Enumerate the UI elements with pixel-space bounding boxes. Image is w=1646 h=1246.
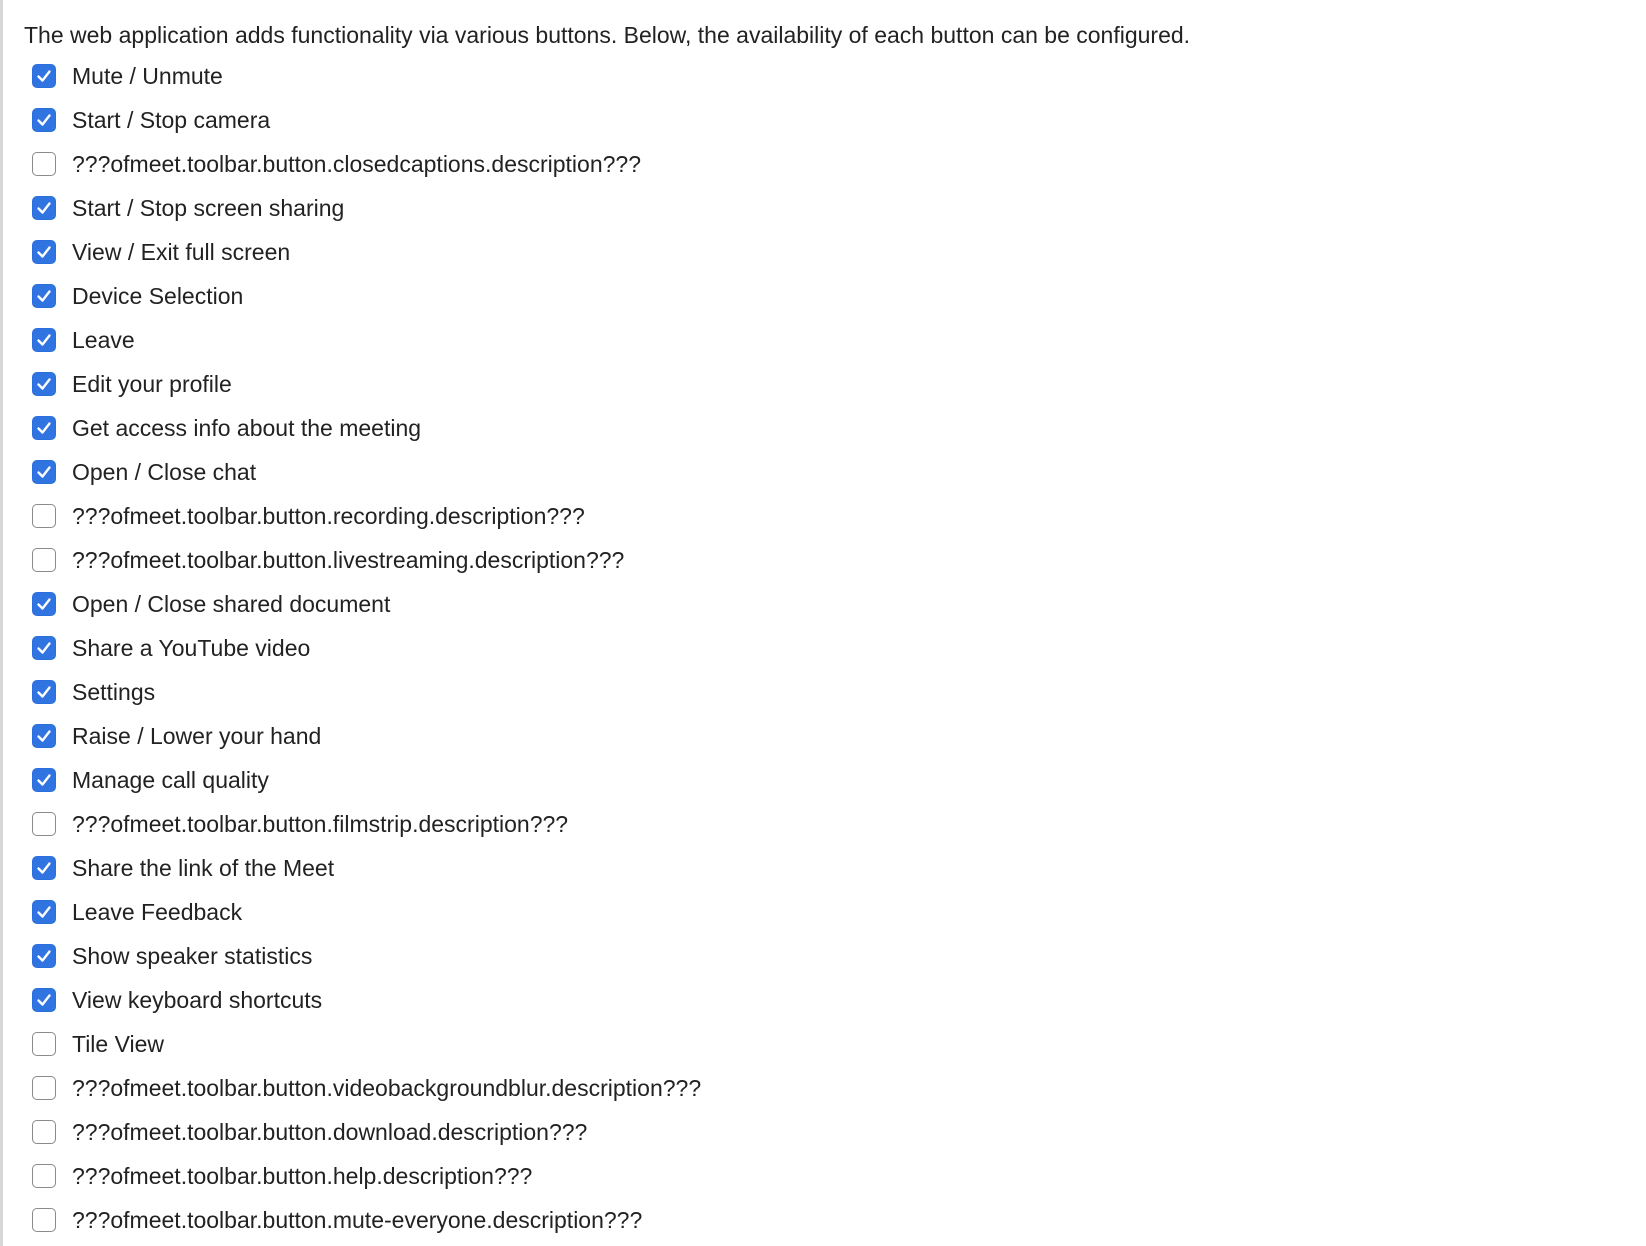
checkmark-icon xyxy=(35,111,53,129)
option-label: Leave xyxy=(72,327,135,353)
option-checkbox-ofmeet-toolbar-button-livestreaming-description[interactable] xyxy=(32,548,56,572)
option-checkbox-start-stop-screen-sharing[interactable] xyxy=(32,196,56,220)
option-row-ofmeet-toolbar-button-download-description[interactable] xyxy=(24,1110,1626,1154)
option-label: ???ofmeet.toolbar.button.videobackgroundblur.description??? xyxy=(72,1075,702,1101)
option-row-ofmeet-toolbar-button-videobackgroundblur-description[interactable] xyxy=(24,1066,1626,1110)
checkmark-icon xyxy=(35,639,53,657)
option-checkbox-ofmeet-toolbar-button-help-description[interactable] xyxy=(32,1164,56,1188)
checkmark-icon xyxy=(35,595,53,613)
option-checkbox-get-access-info-about-the-meeting[interactable] xyxy=(32,416,56,440)
option-row-view-keyboard-shortcuts[interactable] xyxy=(24,978,1626,1022)
option-checkbox-view-exit-full-screen[interactable] xyxy=(32,240,56,264)
checkmark-icon xyxy=(35,859,53,877)
option-row-manage-call-quality[interactable] xyxy=(24,758,1626,802)
option-checkbox-manage-call-quality[interactable] xyxy=(32,768,56,792)
option-checkbox-ofmeet-toolbar-button-videobackgroundblur-description[interactable] xyxy=(32,1076,56,1100)
option-checkbox-view-keyboard-shortcuts[interactable] xyxy=(32,988,56,1012)
option-label: Open / Close shared document xyxy=(72,591,391,617)
option-label: Share a YouTube video xyxy=(72,635,311,661)
option-label: Mute / Unmute xyxy=(72,63,223,89)
option-row-ofmeet-toolbar-button-recording-description[interactable] xyxy=(24,494,1626,538)
option-label: ???ofmeet.toolbar.button.mute-everyone.description??? xyxy=(72,1207,643,1233)
option-row-open-close-shared-document[interactable] xyxy=(24,582,1626,626)
option-label: Settings xyxy=(72,679,156,705)
option-checkbox-raise-lower-your-hand[interactable] xyxy=(32,724,56,748)
checkmark-icon xyxy=(35,287,53,305)
option-row-ofmeet-toolbar-button-closedcaptions-description[interactable] xyxy=(24,142,1626,186)
option-checkbox-show-speaker-statistics[interactable] xyxy=(32,944,56,968)
option-row-raise-lower-your-hand[interactable] xyxy=(24,714,1626,758)
option-label: Raise / Lower your hand xyxy=(72,723,322,749)
option-label: ???ofmeet.toolbar.button.help.description??? xyxy=(72,1163,533,1189)
option-label: ???ofmeet.toolbar.button.filmstrip.description??? xyxy=(72,811,569,837)
panel-left-border xyxy=(0,0,3,1246)
option-checkbox-share-a-youtube-video[interactable] xyxy=(32,636,56,660)
option-row-open-close-chat[interactable] xyxy=(24,450,1626,494)
option-checkbox-ofmeet-toolbar-button-filmstrip-description[interactable] xyxy=(32,812,56,836)
option-label: ???ofmeet.toolbar.button.recording.description??? xyxy=(72,503,585,529)
option-label: Device Selection xyxy=(72,283,244,309)
option-label: View / Exit full screen xyxy=(72,239,291,265)
option-label: Open / Close chat xyxy=(72,459,257,485)
checkmark-icon xyxy=(35,199,53,217)
option-checkbox-share-the-link-of-the-meet[interactable] xyxy=(32,856,56,880)
option-checkbox-device-selection[interactable] xyxy=(32,284,56,308)
option-row-show-speaker-statistics[interactable] xyxy=(24,934,1626,978)
checkmark-icon xyxy=(35,463,53,481)
button-options-list xyxy=(24,54,1626,1242)
option-checkbox-ofmeet-toolbar-button-mute-everyone-description[interactable] xyxy=(32,1208,56,1232)
option-row-settings[interactable] xyxy=(24,670,1626,714)
option-row-mute-unmute[interactable] xyxy=(24,54,1626,98)
option-checkbox-ofmeet-toolbar-button-download-description[interactable] xyxy=(32,1120,56,1144)
option-row-get-access-info-about-the-meeting[interactable] xyxy=(24,406,1626,450)
option-label: Share the link of the Meet xyxy=(72,855,335,881)
option-label: Edit your profile xyxy=(72,371,232,397)
option-label: ???ofmeet.toolbar.button.closedcaptions.description??? xyxy=(72,151,642,177)
checkmark-icon xyxy=(35,683,53,701)
option-checkbox-mute-unmute[interactable] xyxy=(32,64,56,88)
option-row-ofmeet-toolbar-button-help-description[interactable] xyxy=(24,1154,1626,1198)
option-row-view-exit-full-screen[interactable] xyxy=(24,230,1626,274)
option-row-device-selection[interactable] xyxy=(24,274,1626,318)
option-checkbox-tile-view[interactable] xyxy=(32,1032,56,1056)
checkmark-icon xyxy=(35,331,53,349)
option-row-share-the-link-of-the-meet[interactable] xyxy=(24,846,1626,890)
option-row-leave[interactable] xyxy=(24,318,1626,362)
checkmark-icon xyxy=(35,991,53,1009)
option-row-edit-your-profile[interactable] xyxy=(24,362,1626,406)
option-checkbox-leave-feedback[interactable] xyxy=(32,900,56,924)
option-checkbox-open-close-chat[interactable] xyxy=(32,460,56,484)
option-checkbox-settings[interactable] xyxy=(32,680,56,704)
checkmark-icon xyxy=(35,947,53,965)
checkmark-icon xyxy=(35,67,53,85)
option-label: View keyboard shortcuts xyxy=(72,987,323,1013)
option-row-share-a-youtube-video[interactable] xyxy=(24,626,1626,670)
option-checkbox-leave[interactable] xyxy=(32,328,56,352)
option-checkbox-ofmeet-toolbar-button-closedcaptions-description[interactable] xyxy=(32,152,56,176)
toolbar-buttons-settings-panel xyxy=(24,18,1626,1242)
option-row-ofmeet-toolbar-button-mute-everyone-description[interactable] xyxy=(24,1198,1626,1242)
checkmark-icon xyxy=(35,727,53,745)
checkmark-icon xyxy=(35,771,53,789)
option-row-ofmeet-toolbar-button-livestreaming-description[interactable] xyxy=(24,538,1626,582)
option-checkbox-start-stop-camera[interactable] xyxy=(32,108,56,132)
option-checkbox-open-close-shared-document[interactable] xyxy=(32,592,56,616)
option-row-tile-view[interactable] xyxy=(24,1022,1626,1066)
option-checkbox-ofmeet-toolbar-button-recording-description[interactable] xyxy=(32,504,56,528)
option-label: Leave Feedback xyxy=(72,899,243,925)
intro-text: The web application adds functionality via various buttons. Below, the availability of each button can be configured. xyxy=(24,22,1191,48)
option-label: ???ofmeet.toolbar.button.livestreaming.description??? xyxy=(72,547,625,573)
option-row-ofmeet-toolbar-button-filmstrip-description[interactable] xyxy=(24,802,1626,846)
option-label: Get access info about the meeting xyxy=(72,415,422,441)
option-row-start-stop-camera[interactable] xyxy=(24,98,1626,142)
checkmark-icon xyxy=(35,243,53,261)
checkmark-icon xyxy=(35,419,53,437)
option-label: ???ofmeet.toolbar.button.download.description??? xyxy=(72,1119,588,1145)
checkmark-icon xyxy=(35,375,53,393)
option-label: Start / Stop screen sharing xyxy=(72,195,345,221)
option-row-start-stop-screen-sharing[interactable] xyxy=(24,186,1626,230)
option-label: Tile View xyxy=(72,1031,165,1057)
option-checkbox-edit-your-profile[interactable] xyxy=(32,372,56,396)
checkmark-icon xyxy=(35,903,53,921)
option-label: Start / Stop camera xyxy=(72,107,271,133)
option-label: Manage call quality xyxy=(72,767,269,793)
option-label: Show speaker statistics xyxy=(72,943,313,969)
option-row-leave-feedback[interactable] xyxy=(24,890,1626,934)
